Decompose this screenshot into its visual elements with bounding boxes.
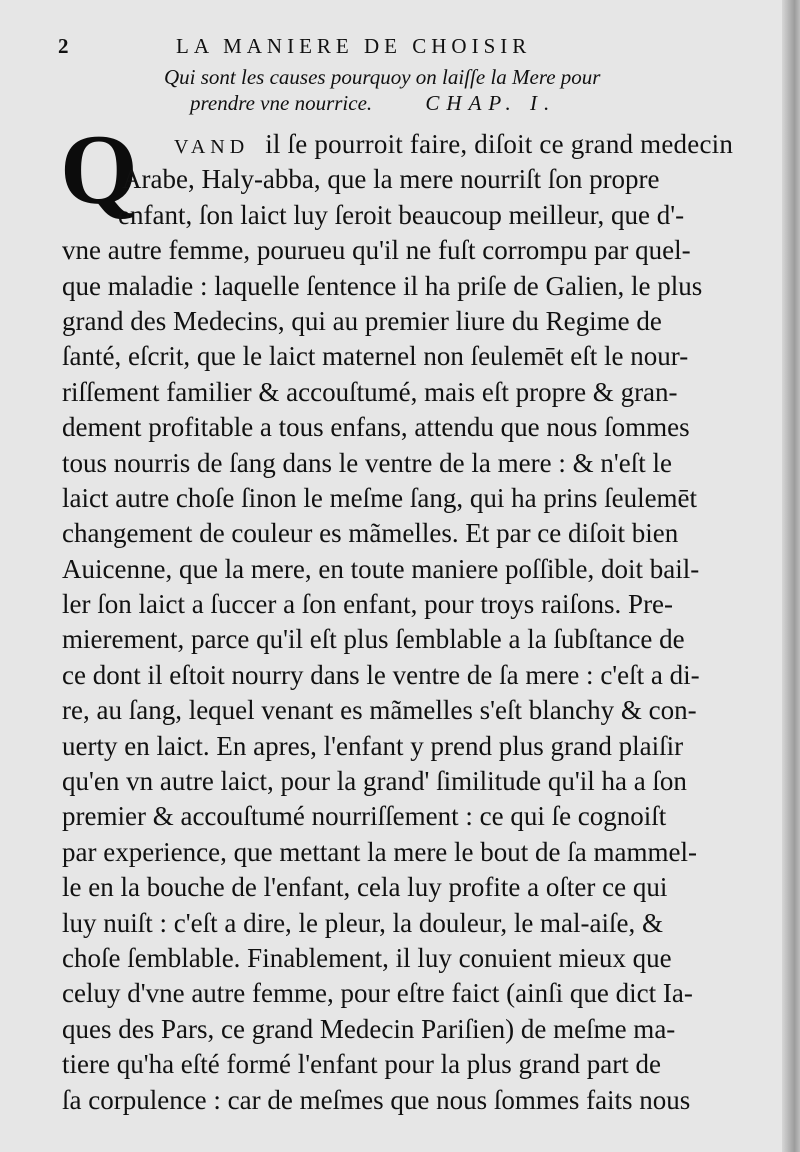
- text-line: ſa corpulence : car de meſmes que nous ſommes faits nous: [62, 1084, 691, 1115]
- text-line: dement profitable a tous enfans, attendu que nous ſommes: [62, 412, 690, 443]
- text-line: celuy d'vne autre femme, pour eſtre faict (ainſi que dict Ia-: [62, 978, 693, 1009]
- text-line: laict autre choſe ſinon le meſme ſang, qui ha prins ſeulemēt: [62, 482, 698, 513]
- text-line: le en la bouche de l'enfant, cela luy profite a oſter ce qui: [62, 872, 668, 903]
- text-line: vne autre femme, pourueu qu'il ne fuſt corrompu par quel-: [62, 235, 691, 266]
- chapter-heading: [148, 64, 708, 120]
- text-line: grand des Medecins, qui au premier liure du Regime de: [62, 305, 662, 336]
- body-text: [60, 114, 782, 1118]
- text-line: [62, 127, 782, 162]
- text-line: tiere qu'ha eſté formé l'enfant pour la plus grand part de: [62, 1049, 661, 1080]
- chapter-heading-line-2: [148, 90, 708, 116]
- text-line: changement de couleur es mãmelles. Et par ce diſoit bien: [62, 518, 679, 549]
- opening-word: VAND: [174, 136, 250, 158]
- text-line: re, au ſang, lequel venant es mãmelles s'eſt blanchy & con-: [62, 695, 697, 726]
- text-line: ſanté, eſcrit, que le laict maternel non ſeulemēt eſt le nour-: [62, 341, 689, 372]
- chapter-number: CHAP. I.: [425, 91, 557, 115]
- text-line: enfant, ſon laict luy ſeroit beaucoup meilleur, que d'-: [118, 199, 685, 230]
- page-header: [58, 34, 698, 68]
- text-line: riſſement familier & accouſtumé, mais eſt propre & gran-: [62, 376, 678, 407]
- text-line: Auicenne, que la mere, en toute maniere poſſible, doit bail-: [62, 553, 700, 584]
- running-head: LA MANIERE DE CHOISIR: [176, 34, 532, 58]
- text-line: ler ſon laict a ſuccer a ſon enfant, pour troys raiſons. Pre-: [62, 589, 674, 620]
- chapter-heading-line-2-text: prendre vne nourrice.: [190, 91, 373, 115]
- page-edge-shadow: [782, 0, 800, 1152]
- text-line: choſe ſemblable. Finablement, il luy conuient mieux que: [62, 942, 672, 973]
- drop-cap: Q: [60, 114, 138, 225]
- text-line: que maladie : laquelle ſentence il ha priſe de Galien, le plus: [62, 270, 703, 301]
- text-line: mierement, parce qu'il eſt plus ſemblable a la ſubſtance de: [62, 624, 685, 655]
- text-line: premier & accouſtumé nourriſſement : ce qui ſe cognoiſt: [62, 801, 667, 832]
- text-line: ce dont il eſtoit nourry dans le ventre de ſa mere : c'eſt a di-: [62, 659, 700, 690]
- text-line: ques des Pars, ce grand Medecin Pariſien) de meſme ma-: [62, 1013, 676, 1044]
- text-line: luy nuiſt : c'eſt a dire, le pleur, la douleur, le mal-aiſe, &: [62, 907, 664, 938]
- text-line: qu'en vn autre laict, pour la grand' ſimilitude qu'il ha a ſon: [62, 766, 687, 797]
- chapter-heading-line-1: Qui sont les causes pourquoy on laiſſe la Mere pour: [164, 65, 601, 89]
- text-line: uerty en laict. En apres, l'enfant y prend plus grand plaiſir: [62, 730, 684, 761]
- text-line-content: il ſe pourroit faire, diſoit ce grand medecin: [265, 129, 734, 159]
- text-line: Arabe, Haly-abba, que la mere nourriſt ſon propre: [122, 164, 660, 195]
- page-number: 2: [58, 34, 74, 58]
- text-line: par experience, que mettant la mere le bout de ſa mammel-: [62, 836, 697, 867]
- text-line: tous nourris de ſang dans le ventre de la mere : & n'eſt le: [62, 447, 672, 478]
